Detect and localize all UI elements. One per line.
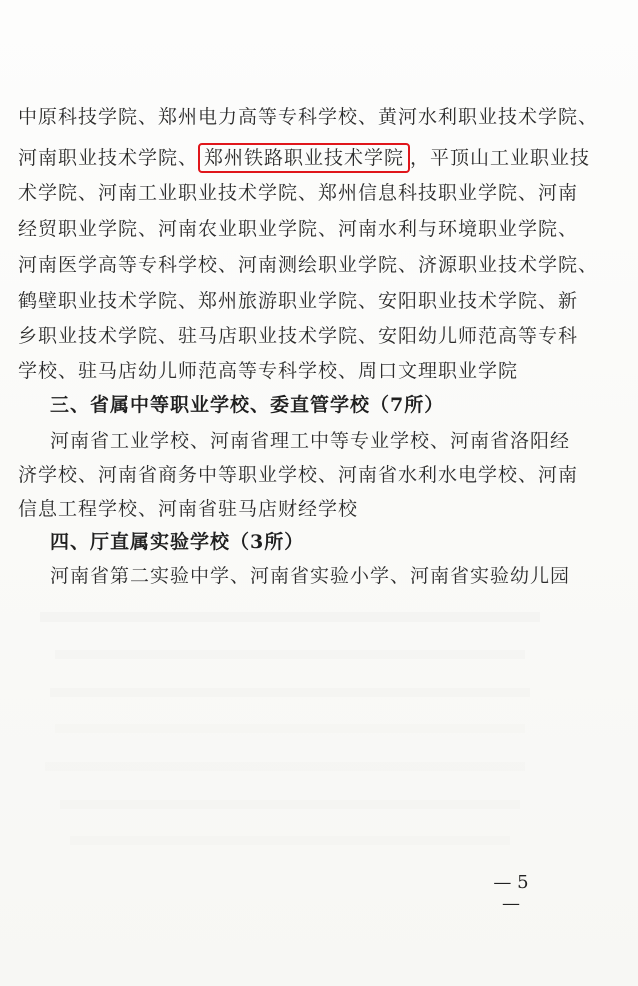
text-line-5-content: 河南医学高等专科学校、河南测绘职业学院、济源职业技术学院、 bbox=[18, 254, 599, 276]
text-line-1-content: 中原科技学院、郑州电力高等专科学校、黄河水利职业技术学院、 bbox=[18, 106, 599, 128]
text-line-2-start: 河南职业技术学院、 bbox=[18, 147, 199, 169]
text-line-4 bbox=[18, 212, 579, 246]
section-three-line-1-text: 河南省工业学校、河南省理工中等专业学校、河南省洛阳经 bbox=[50, 430, 571, 452]
section-three-line-2-text: 济学校、河南省商务中等职业学校、河南省水利水电学校、河南 bbox=[18, 464, 579, 486]
text-line-8 bbox=[18, 354, 558, 388]
text-line-7-content: 乡职业技术学院、驻马店职业技术学院、安阳幼儿师范高等专科 bbox=[18, 325, 579, 347]
section-four-heading-text: 四、厅直属实验学校（3所） bbox=[50, 531, 305, 553]
section-three-line-2 bbox=[18, 458, 579, 492]
text-line-6 bbox=[18, 284, 579, 318]
section-four-line-1-text: 河南省第二实验中学、河南省实验小学、河南省实验幼儿园 bbox=[50, 565, 571, 587]
highlighted-institution bbox=[198, 143, 410, 173]
text-line-2 bbox=[18, 141, 591, 175]
text-line-1 bbox=[18, 100, 599, 134]
section-three-heading-text: 三、省属中等职业学校、委直管学校（7所） bbox=[50, 394, 445, 416]
text-line-5 bbox=[18, 248, 599, 282]
section-four-heading bbox=[50, 525, 558, 559]
text-line-7 bbox=[18, 319, 579, 353]
section-three-heading bbox=[50, 388, 558, 422]
section-three-line-3 bbox=[18, 492, 558, 526]
text-line-6-content: 鹤壁职业技术学院、郑州旅游职业学院、安阳职业技术学院、新 bbox=[18, 290, 579, 312]
section-four-line-1 bbox=[50, 559, 571, 593]
section-three-line-1 bbox=[50, 424, 571, 458]
text-line-3-content: 术学院、河南工业职业技术学院、郑州信息科技职业学院、河南 bbox=[18, 182, 579, 204]
text-line-3 bbox=[18, 176, 579, 210]
text-line-8-content: 学校、驻马店幼儿师范高等专科学校、周口文理职业学院 bbox=[18, 360, 519, 382]
text-line-4-content: 经贸职业学院、河南农业职业学院、河南水利与环境职业学院、 bbox=[18, 218, 579, 240]
highlight-comma: ， bbox=[410, 147, 431, 169]
section-three-line-3-text: 信息工程学校、河南省驻马店财经学校 bbox=[18, 498, 359, 520]
highlighted-institution-label: 郑州铁路职业技术学院 bbox=[204, 147, 405, 169]
text-line-2-end: 平顶山工业职业技 bbox=[430, 147, 591, 169]
page-number: — 5 — bbox=[493, 872, 529, 914]
